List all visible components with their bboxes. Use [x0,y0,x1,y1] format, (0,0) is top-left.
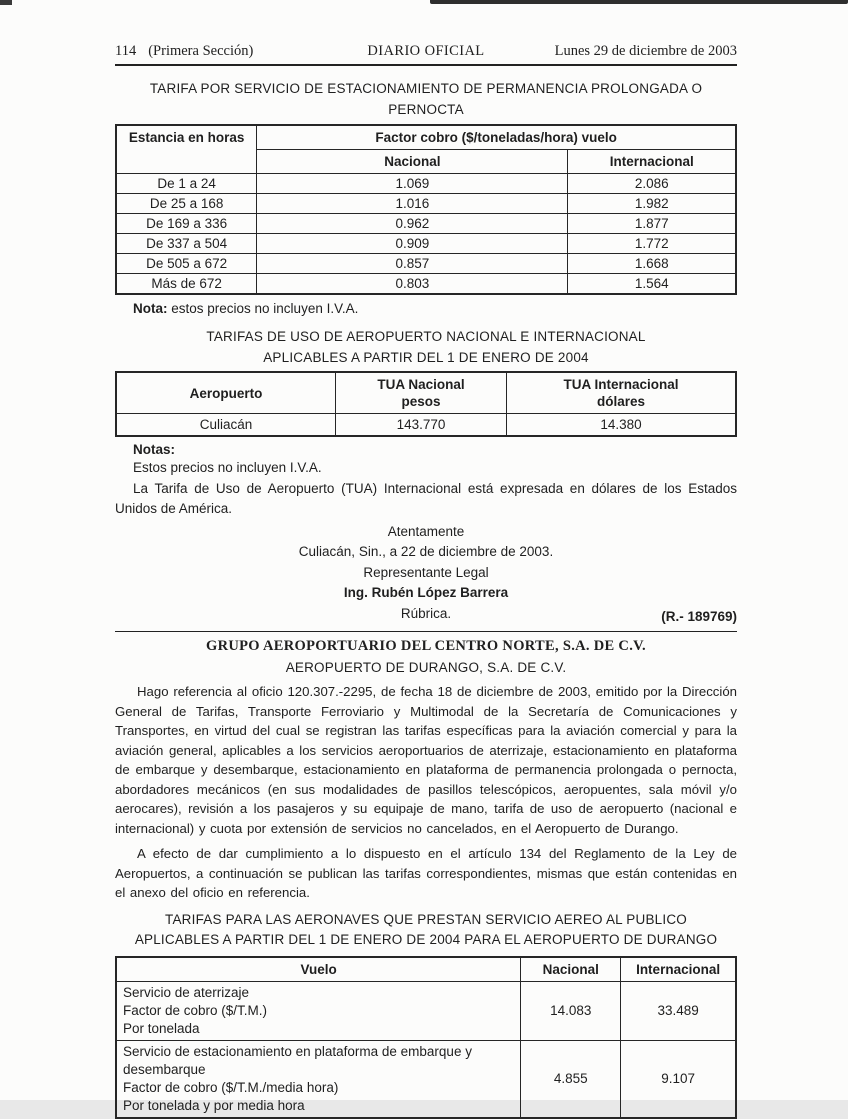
aircraft-tariff-title-line1: TARIFAS PARA LAS AERONAVES QUE PRESTAN SERVICIO AEREO AL PUBLICO [165,911,687,927]
cell-aeropuerto: Culiacán [116,414,335,437]
cell-internacional: 33.489 [621,981,736,1040]
nota-line [133,300,737,317]
cell-nacional: 1.069 [257,174,568,194]
scan-artifact-corner [0,0,12,5]
page-number: 114 [115,43,137,59]
aircraft-tariff-title-line2: APLICABLES A PARTIR DEL 1 DE ENERO DE 2004 PARA EL AEROPUERTO DE DURANGO [134,932,718,947]
tua-title-line1: TARIFAS DE USO DE AEROPUERTO NACIONAL E INTERNACIONAL [206,329,646,344]
col-header-internacional: Internacional [621,957,736,982]
tua-internacional-label: TUA Internacional [563,377,679,392]
page-content [115,0,737,1119]
col-header-internacional: Internacional [568,150,736,174]
nota-dollars: La Tarifa de Uso de Aeropuerto (TUA) Internacional está expresada en dólares de los Estados Unidos de América. [115,480,737,516]
issue-date: Lunes 29 de diciembre de 2003 [554,43,737,59]
signature-role: Representante Legal [363,564,489,580]
service-line: Factor de cobro ($/T.M.) [123,1002,268,1018]
cell-estancia: De 25 a 168 [116,194,257,214]
nota-label: Nota: [133,301,168,316]
tua-internacional-unit: dólares [597,394,646,409]
table-row [116,254,736,274]
cell-nacional: 0.857 [257,254,568,274]
signature-place-date: Culiacán, Sin., a 22 de diciembre de 2003. [298,544,554,559]
cell-internacional: 9.107 [621,1040,736,1118]
header-rule [115,64,737,66]
cell-internacional: 1.877 [568,214,736,234]
cell-internacional: 2.086 [568,174,736,194]
aircraft-tariff-table [115,956,737,1119]
nota-iva: Estos precios no incluyen I.V.A. [133,460,322,475]
service-line: Por tonelada [123,1020,200,1036]
cell-nacional: 14.083 [521,981,621,1040]
org-name-primary: GRUPO AEROPORTUARIO DEL CENTRO NORTE, S.A. DE C.V. [206,638,646,654]
tua-nacional-label: TUA Nacional [377,377,465,392]
col-header-estancia: Estancia en horas [116,125,257,174]
reference-paragraph: Hago referencia al oficio 120.307.-2295, de fecha 18 de diciembre de 2003, emitido por la Dirección General de Tarifas, Transporte Ferroviario y Multimodal de la Secretaría de Comunicaciones y Transportes, en virtud del cual se registran las tarifas específicas para la aviación comercial y para la aviación general, aplicables a los servicios aeroportuarios de aterrizaje, estacionamiento en plataforma de embarque y desembarque, estacionamiento en plataforma de permanencia prolongada o pernocta, abordadores mecánicos (en sus modalidades de pasillos telescópicos, aeropuentes, sala móvil y/o aerocares), revisión a los pasajeros y su equipaje de mano, tarifa de uso de aeropuerto (nacional e internacional) y cuota por extensión de servicios no cancelados, en el Aeropuerto de Durango. [115,684,737,836]
table-row [116,214,736,234]
cell-estancia: De 1 a 24 [116,174,257,194]
col-header-tua-nacional [335,372,506,414]
notas-heading: Notas: [133,442,176,457]
cell-nacional: 0.803 [257,274,568,295]
publication-title: DIARIO OFICIAL [367,43,485,59]
col-header-factor: Factor cobro ($/toneladas/hora) vuelo [257,125,736,150]
col-header-aeropuerto: Aeropuerto [116,372,335,414]
table-row [116,194,736,214]
table-row [116,1040,736,1118]
cell-tua-nacional: 143.770 [335,414,506,437]
page-header [115,42,737,60]
tua-nacional-unit: pesos [401,394,441,409]
cell-nacional: 0.962 [257,214,568,234]
service-line: Servicio de estacionamiento en plataforma de embarque y [123,1043,472,1059]
table-row [116,234,736,254]
compliance-paragraph: A efecto de dar cumplimiento a lo dispuesto en el artículo 134 del Reglamento de la Ley de Aeropuertos, a continuación se publican las tarifas correspondientes, mismas que están contenidas en el anexo del oficio en referencia. [115,846,737,900]
signature-closing: Atentamente [387,523,465,539]
page-number-section [115,42,335,60]
cell-estancia: De 169 a 336 [116,214,257,234]
cell-nacional: 4.855 [521,1040,621,1118]
cell-service-description [116,1040,521,1118]
col-header-vuelo: Vuelo [116,957,521,982]
table-header-row [116,372,736,414]
table-row [116,981,736,1040]
col-header-nacional: Nacional [257,150,568,174]
table-header-row [116,125,736,150]
cell-estancia: De 505 a 672 [116,254,257,274]
cell-internacional: 1.772 [568,234,736,254]
cell-service-description [116,981,521,1040]
registry-number: (R.- 189769) [661,609,737,624]
service-line: Servicio de aterrizaje [123,984,250,1000]
org-name-secondary: AEROPUERTO DE DURANGO, S.A. DE C.V. [285,660,567,675]
service-line: Factor de cobro ($/T.M./media hora) [123,1079,339,1095]
table-header-row [116,957,736,982]
signature-name: Ing. Rubén López Barrera [343,585,509,600]
table-row [116,414,736,437]
col-header-nacional: Nacional [521,957,621,982]
tua-table [115,371,737,437]
section-label: (Primera Sección) [148,43,254,59]
signature-rubric: Rúbrica. [400,605,452,621]
table-row [116,274,736,295]
cell-internacional: 1.668 [568,254,736,274]
parking-tariff-table [115,124,737,295]
document-separator [115,631,737,632]
cell-nacional: 0.909 [257,234,568,254]
service-line: desembarque [123,1061,206,1077]
cell-estancia: Más de 672 [116,274,257,295]
cell-internacional: 1.564 [568,274,736,295]
table-row [116,174,736,194]
cell-tua-internacional: 14.380 [507,414,736,437]
cell-estancia: De 337 a 504 [116,234,257,254]
col-header-tua-internacional [507,372,736,414]
tua-title-line2: APLICABLES A PARTIR DEL 1 DE ENERO DE 2004 [263,349,589,365]
cell-internacional: 1.982 [568,194,736,214]
parking-tariff-title: TARIFA POR SERVICIO DE ESTACIONAMIENTO DE PERMANENCIA PROLONGADA O PERNOCTA [149,81,703,117]
service-line: Por tonelada y por media hora [123,1097,305,1113]
cell-nacional: 1.016 [257,194,568,214]
nota-text: estos precios no incluyen I.V.A. [167,301,359,316]
